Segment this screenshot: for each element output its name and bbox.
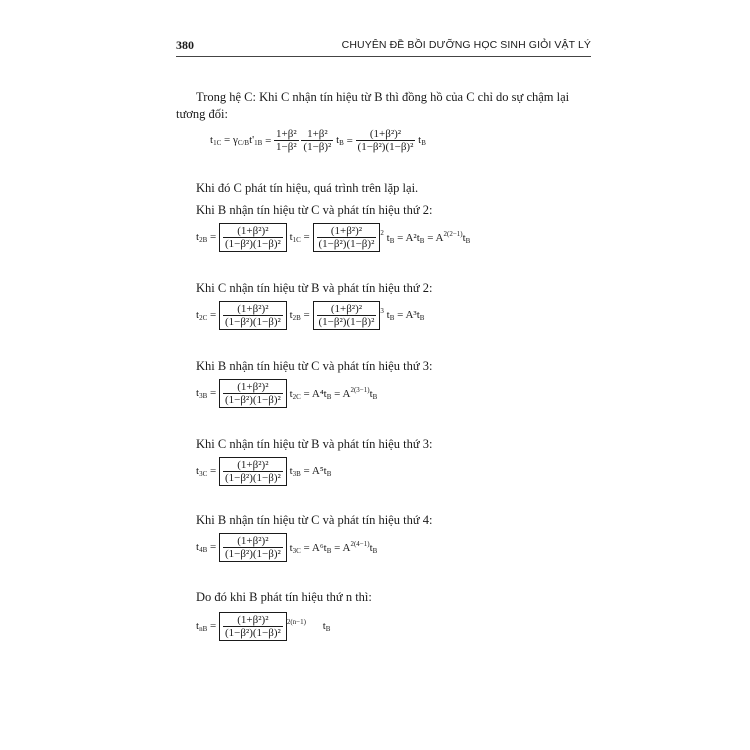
equation-4: $t_{3B}$ = $\frac{\text{(1+β²)²}}{\text{(1−β²)(1−β)²}}$ $t_{2C} = A^4t_B = A^{2(3-1)}t_B$ <box>196 381 378 406</box>
running-title: CHUYÊN ĐỀ BỒI DƯỠNG HỌC SINH GIỎI VẬT LÝ <box>341 39 591 51</box>
paragraph-4: Khi C nhận tín hiệu từ B và phát tín hiệu thứ 2: <box>196 281 433 295</box>
equation-2: $t_{2B}$ = $\frac{\text{(1+β²)²}}{\text{(1−β²)(1−β)²}}$ $t_{1C}$ = $\frac{\text{(1+β²)²}}{\text{(1−β²)(1−β)²}}$ $^2$ $t_B = A^2t_B = A^{2(2-1)}t_B$ <box>196 225 471 250</box>
paragraph-2: Khi đó C phát tín hiệu, quá trình trên lặp lại. <box>196 181 419 195</box>
paragraph-1-line-1: Trong hệ C: Khi C nhận tín hiệu từ B thì đồng hồ của C chỉ do sự chậm lại <box>196 90 570 104</box>
equation-7: $t_{nB}$ = $\frac{\text{(1+β²)²}}{\text{(1−β²)(1−β)²}}$ $^{2(n-1)}$ $t_B$ <box>196 614 331 639</box>
paragraph-3: Khi B nhận tín hiệu từ C và phát tín hiệu thứ 2: <box>196 203 433 217</box>
paragraph-1-line-2: tương đối: <box>176 107 228 121</box>
paragraph-8: Do đó khi B phát tín hiệu thứ n thì: <box>196 590 372 604</box>
equation-5: $t_{3C}$ = $\frac{\text{(1+β²)²}}{\text{(1−β²)(1−β)²}}$ $t_{3B} = A^5t_B$ <box>196 459 332 484</box>
equation-6: $t_{4B}$ = $\frac{\text{(1+β²)²}}{\text{(1−β²)(1−β)²}}$ $t_{3C} = A^6t_B = A^{2(4-1)}t_B$ <box>196 535 378 560</box>
page-header <box>176 34 591 57</box>
paragraph-6: Khi C nhận tín hiệu từ B và phát tín hiệu thứ 3: <box>196 437 433 451</box>
equation-1: $t_{1C} = \gamma_{C/B}t'_{1B}$ = $\frac{\text{1+β²}}{\text{1−β²}}$ $\frac{\text{1+β²}}{\text{(1−β)²}}$ $t_B$ = $\frac{\text{(1+β²)²}}{\text{(1−β²)(1−β)²}}$ $t_B$ <box>210 128 426 153</box>
page-number: 380 <box>176 38 194 52</box>
paragraph-5: Khi B nhận tín hiệu từ C và phát tín hiệu thứ 3: <box>196 359 433 373</box>
equation-3: $t_{2C}$ = $\frac{\text{(1+β²)²}}{\text{(1−β²)(1−β)²}}$ $t_{2B}$ = $\frac{\text{(1+β²)²}}{\text{(1−β²)(1−β)²}}$ $^3$ $t_B = A^3t_B$ <box>196 303 425 328</box>
paragraph-7: Khi B nhận tín hiệu từ C và phát tín hiệu thứ 4: <box>196 513 433 527</box>
